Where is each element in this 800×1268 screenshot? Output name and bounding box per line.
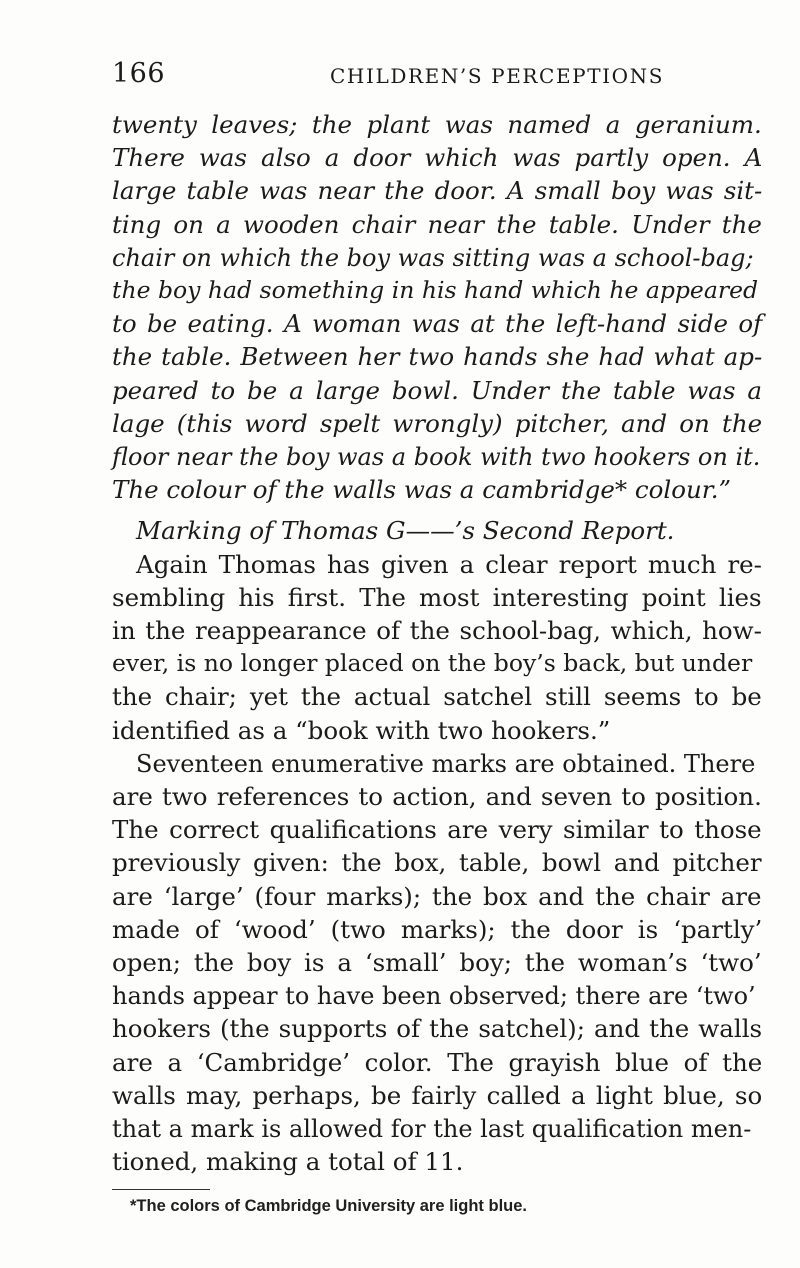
text-line: There was also a door which was partly open. A bbox=[112, 143, 763, 173]
footnote-rule bbox=[112, 1189, 210, 1190]
text-line: The colour of the walls was a cambridge* colour.” bbox=[112, 475, 732, 505]
text-line: peared to be a large bowl. Under the table was a bbox=[112, 375, 762, 405]
text-line: twenty leaves; the plant was named a geranium. bbox=[112, 110, 762, 139]
page-header bbox=[112, 58, 762, 92]
text-line: walls may, perhaps, be fairly called a light blue, so bbox=[112, 1080, 763, 1110]
text-line: the chair; yet the actual satchel still seems to be bbox=[112, 682, 762, 712]
text-line: lage (this word spelt wrongly) pitcher, and on the bbox=[112, 408, 763, 438]
text-line: ever, is no longer placed on the boy’s back, but under bbox=[112, 649, 753, 678]
text-line: ting on a wooden chair near the table. Under the bbox=[112, 209, 762, 239]
text-line: tioned, making a total of 11. bbox=[112, 1147, 464, 1177]
running-head: CHILDREN’S PERCEPTIONS bbox=[330, 64, 665, 88]
text-line: identified as a “book with two hookers.” bbox=[112, 715, 611, 745]
text-line: The correct qualifications are very similar to those bbox=[112, 815, 762, 845]
text-line: chair on which the boy was sitting was a school-bag; bbox=[112, 243, 754, 272]
text-line: are two references to action, and seven to position. bbox=[112, 782, 762, 811]
text-line: previously given: the box, table, bowl and pitcher bbox=[112, 848, 762, 878]
text-line: large table was near the door. A small boy was sit- bbox=[112, 176, 763, 206]
text-line: the boy had something in his hand which he appeared bbox=[112, 276, 759, 304]
text-line: are ‘large’ (four marks); the box and the chair are bbox=[112, 881, 762, 911]
text-line: Again Thomas has given a clear report much re- bbox=[136, 549, 762, 579]
section-heading: Marking of Thomas G——’s Second Report. bbox=[136, 516, 675, 546]
text-line: Seventeen enumerative marks are obtained. There bbox=[136, 749, 756, 778]
page-number: 166 bbox=[112, 58, 166, 89]
text-line: made of ‘wood’ (two marks); the door is ‘partly’ bbox=[112, 914, 763, 944]
text-line: in the reappearance of the school-bag, which, how- bbox=[112, 616, 762, 645]
text-line: hands appear to have been observed; there are ‘two’ bbox=[112, 982, 756, 1011]
text-line: sembling his first. The most interesting point lies bbox=[112, 582, 762, 612]
footnote: *The colors of Cambridge University are light blue. bbox=[130, 1197, 527, 1216]
text-line: are a ‘Cambridge’ color. The grayish blue of the bbox=[112, 1047, 763, 1077]
text-line: hookers (the supports of the satchel); and the walls bbox=[112, 1014, 763, 1044]
text-line: the table. Between her two hands she had what ap- bbox=[112, 342, 763, 372]
text-line: that a mark is allowed for the last qualification men- bbox=[112, 1115, 752, 1143]
text-line: to be eating. A woman was at the left-hand side of bbox=[112, 309, 763, 339]
text-line: floor near the boy was a book with two hookers on it. bbox=[112, 443, 761, 471]
text-line: open; the boy is a ‘small’ boy; the woman’s ‘two’ bbox=[112, 948, 762, 977]
